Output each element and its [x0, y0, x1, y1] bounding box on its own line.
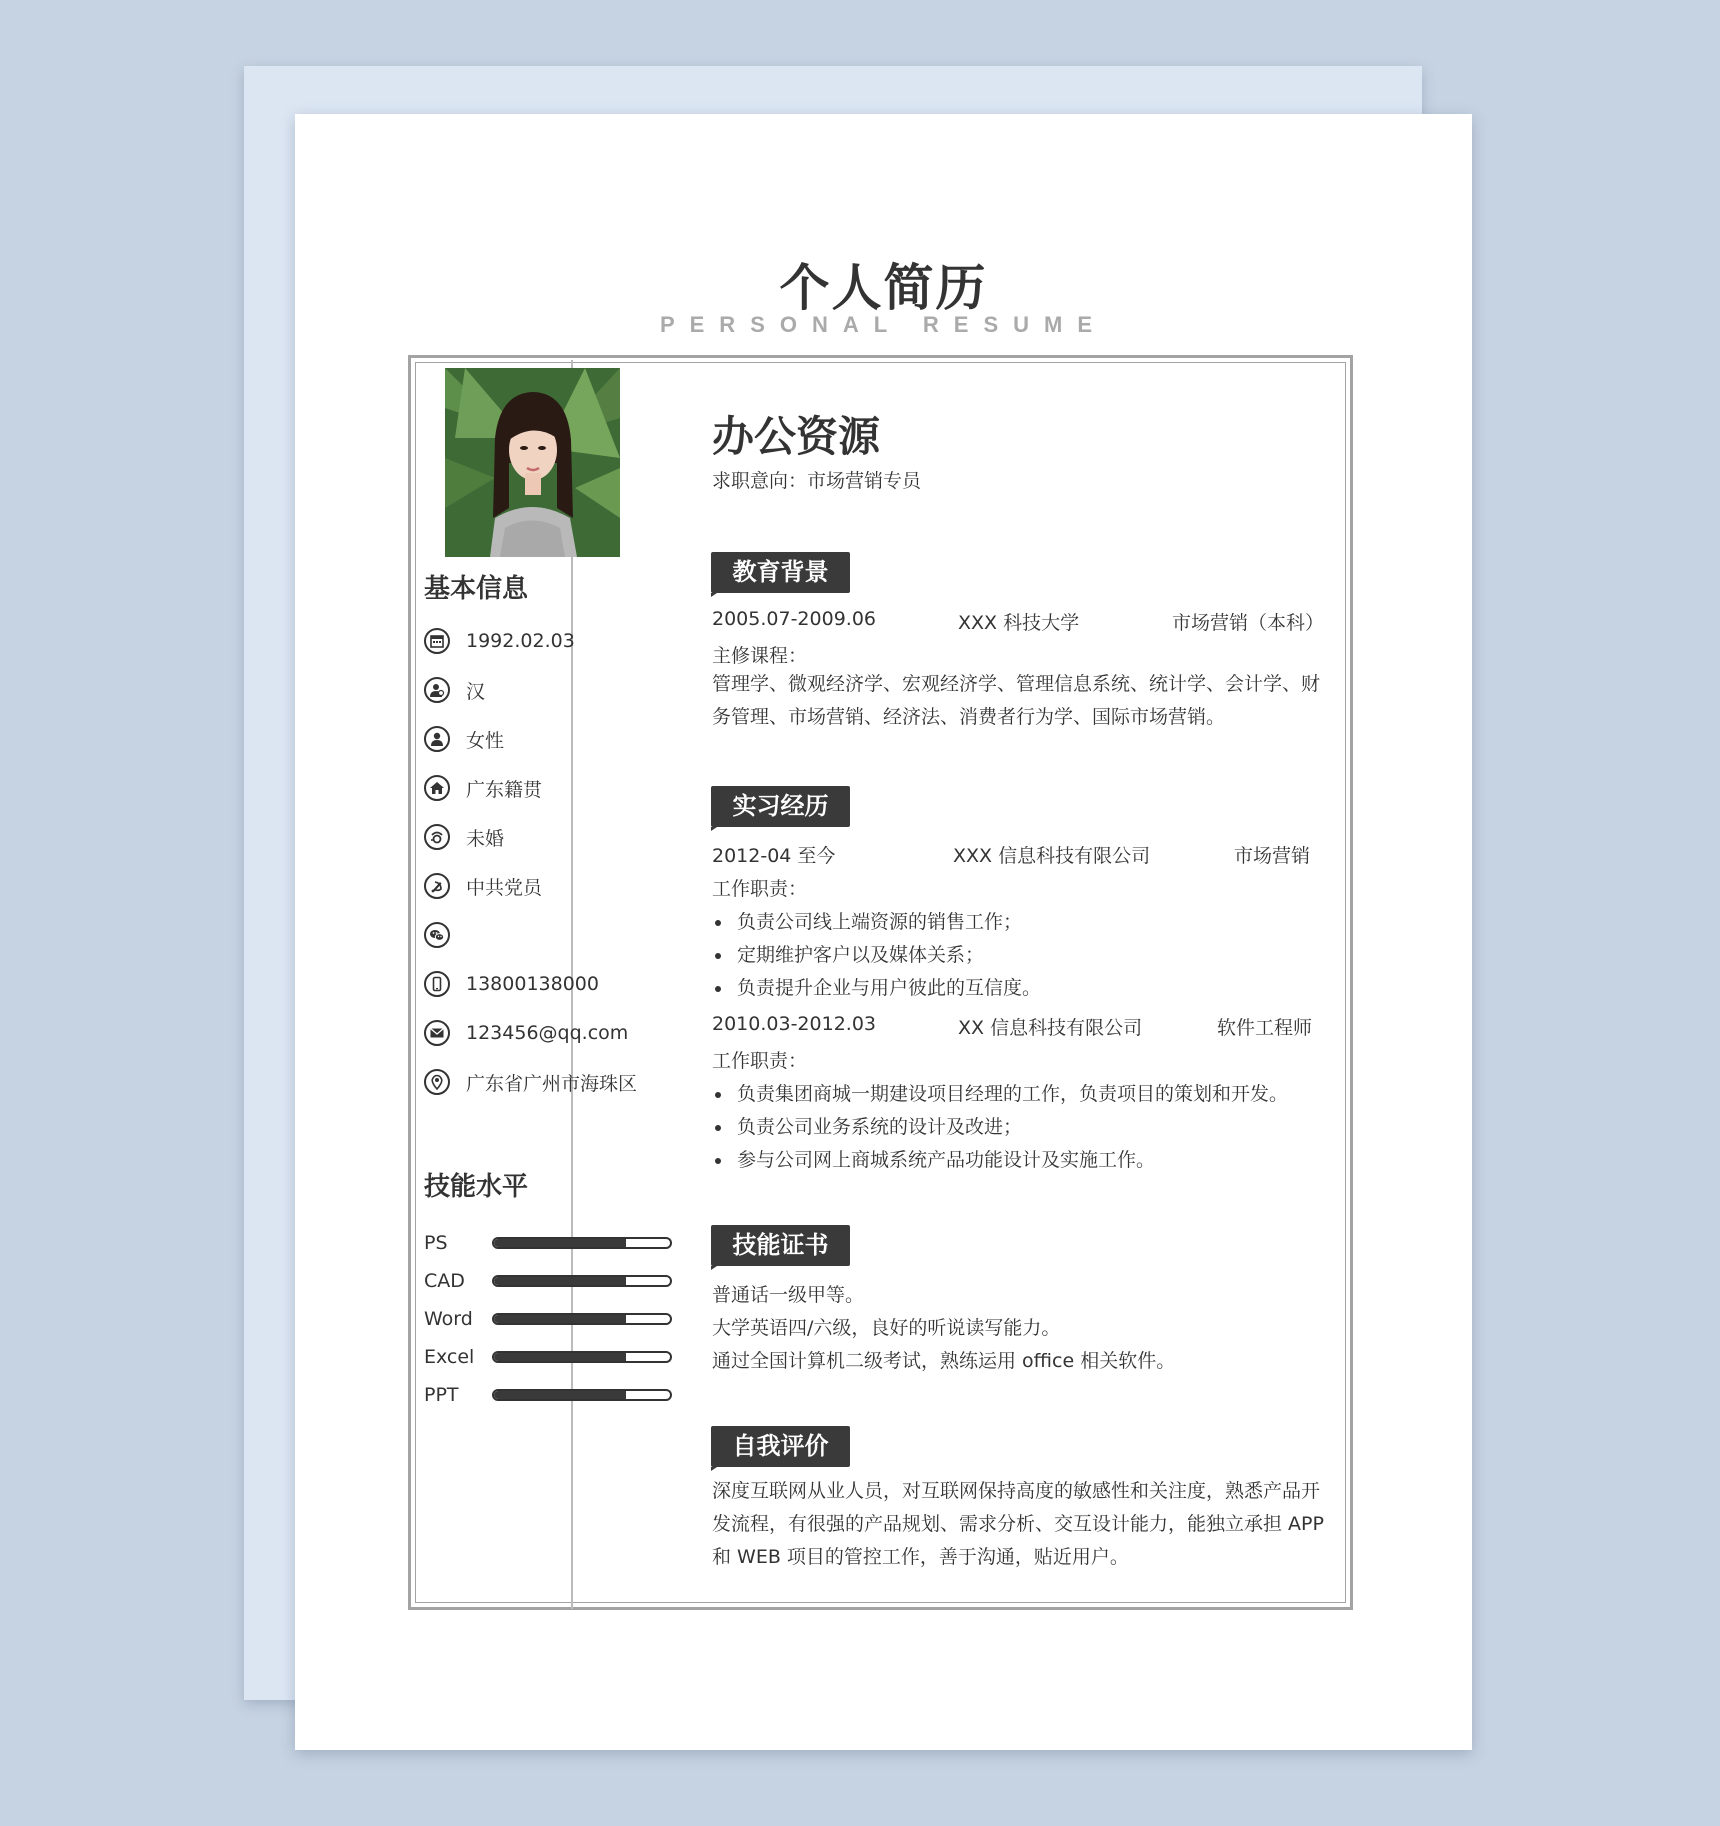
skill-level-fill — [494, 1277, 626, 1285]
job1-role: 市场营销 — [1234, 845, 1311, 867]
job2-duty: 参与公司网上商城系统产品功能设计及实施工作。 — [712, 1145, 1155, 1172]
party-icon — [424, 873, 450, 899]
mail-icon — [424, 1020, 450, 1046]
skill-level-bar — [492, 1275, 672, 1287]
skill-level-bar — [492, 1237, 672, 1249]
calendar-icon — [424, 628, 450, 654]
email-text: 123456@qq.com — [466, 1022, 629, 1044]
certificate-line: 通过全国计算机二级考试，熟练运用 office 相关软件。 — [712, 1350, 1176, 1372]
self-eval-title: 自我评价 — [711, 1426, 850, 1467]
skill-name: CAD — [424, 1270, 465, 1292]
wechat-icon — [424, 922, 450, 948]
profile-photo — [445, 368, 620, 557]
basic-info-title: 基本信息 — [424, 574, 529, 604]
skill-level-bar — [492, 1351, 672, 1363]
certificate-line: 大学英语四/六级，良好的听说读写能力。 — [712, 1317, 1061, 1339]
job2-duty-label: 工作职责： — [712, 1050, 808, 1072]
info-row-ethnicity — [424, 675, 485, 705]
courses-label: 主修课程： — [712, 645, 808, 667]
skill-level-fill — [494, 1391, 626, 1399]
certificate-line: 普通话一级甲等。 — [712, 1284, 865, 1306]
job1-duty: 定期维护客户以及媒体关系； — [712, 940, 984, 967]
gender-text: 女性 — [466, 729, 505, 752]
job1-company: XXX 信息科技有限公司 — [953, 845, 1151, 867]
certificates-title: 技能证书 — [711, 1225, 850, 1266]
skill-name: PPT — [424, 1384, 459, 1406]
portrait-image — [445, 368, 620, 557]
skill-name: PS — [424, 1232, 448, 1254]
skill-name: Word — [424, 1308, 473, 1330]
education-school: XXX 科技大学 — [958, 612, 1080, 634]
person-icon — [424, 726, 450, 752]
phone-icon — [424, 971, 450, 997]
job1-duty: 负责提升企业与用户彼此的互信度。 — [712, 973, 1041, 1000]
job1-duty: 负责公司线上端资源的销售工作； — [712, 907, 1022, 934]
job1-duty-label: 工作职责： — [712, 878, 808, 900]
info-row-email — [424, 1018, 628, 1048]
courses-text: 管理学、微观经济学、宏观经济学、管理信息系统、统计学、会计学、财务管理、市场营销、经济法、消费者行为学、国际市场营销。 — [712, 673, 1321, 728]
job2-duty: 负责集团商城一期建设项目经理的工作，负责项目的策划和开发。 — [712, 1079, 1288, 1106]
candidate-name: 办公资源 — [712, 412, 881, 461]
job2-period: 2010.03-2012.03 — [712, 1013, 876, 1035]
skill-level-fill — [494, 1239, 626, 1247]
home-icon — [424, 775, 450, 801]
resume-title: 个人简历 — [779, 259, 988, 317]
skill-name: Excel — [424, 1346, 475, 1368]
ethnicity-icon — [424, 677, 450, 703]
education-period: 2005.07-2009.06 — [712, 608, 876, 630]
info-row-politics — [424, 871, 542, 901]
ethnicity-text: 汉 — [466, 680, 486, 703]
job2-role: 软件工程师 — [1217, 1017, 1313, 1039]
skill-level-bar — [492, 1389, 672, 1401]
skill-level-fill — [494, 1353, 626, 1361]
job2-duty: 负责公司业务系统的设计及改进； — [712, 1112, 1022, 1139]
resume-page — [295, 114, 1472, 1750]
info-row-marital — [424, 822, 504, 852]
info-row-gender — [424, 724, 504, 754]
skill-level-bar — [492, 1313, 672, 1325]
location-icon — [424, 1069, 450, 1095]
marital-icon — [424, 824, 450, 850]
job-intent: 求职意向：市场营销专员 — [712, 470, 922, 492]
info-row-hometown — [424, 773, 542, 803]
resume-subtitle: PERSONAL RESUME — [659, 312, 1108, 337]
job1-period: 2012-04 至今 — [712, 845, 836, 867]
education-major: 市场营销（本科） — [1172, 612, 1325, 634]
info-row-wechat — [424, 920, 466, 950]
info-row-address — [424, 1067, 637, 1097]
skills-title: 技能水平 — [424, 1172, 529, 1202]
job2-company: XX 信息科技有限公司 — [958, 1017, 1143, 1039]
hometown-text: 广东籍贯 — [466, 778, 543, 801]
politics-text: 中共党员 — [466, 876, 543, 899]
skill-level-fill — [494, 1315, 626, 1323]
info-row-phone — [424, 969, 599, 999]
marital-text: 未婚 — [466, 827, 505, 850]
phone-text: 13800138000 — [466, 973, 599, 995]
address-text: 广东省广州市海珠区 — [466, 1072, 638, 1095]
internship-title: 实习经历 — [711, 786, 850, 827]
birthday-text: 1992.02.03 — [466, 630, 575, 652]
info-row-birthday — [424, 626, 575, 656]
education-title: 教育背景 — [711, 552, 850, 593]
self-eval-text: 深度互联网从业人员，对互联网保持高度的敏感性和关注度，熟悉产品开发流程，有很强的产品规划、需求分析、交互设计能力，能独立承担 APP 和 WEB 项目的管控工作，善于沟通，贴近用户。 — [712, 1480, 1324, 1568]
